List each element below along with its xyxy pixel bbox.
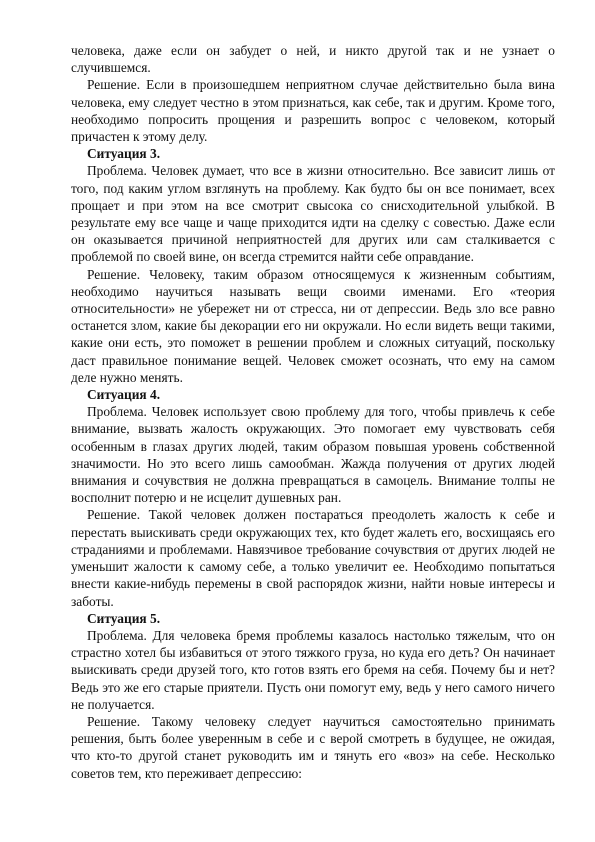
situation-heading: Ситуация 5. bbox=[87, 610, 161, 626]
paragraph-continuation: человека, даже если он забудет о ней, и никто другой так и не узнает о случившемся. bbox=[71, 43, 555, 76]
document-page bbox=[71, 42, 555, 782]
situation-heading: Ситуация 4. bbox=[87, 387, 161, 403]
paragraph-solution: Решение. Такой человек должен постараться преодолеть жалость к себе и перестать выискивать среди окружающих тех, кто будет жалеть его, восхищаясь его страданиями и проблемами. Навязчивое требование сочувствия от других людей не уменьшит жалости к самому себе, а только увеличит ее. Необходимо попытаться внести какие-нибудь перемены в свой распорядок жизни, найти новые интересы и заботы. bbox=[71, 507, 555, 609]
paragraph-solution: Решение. Такому человеку следует научиться самостоятельно принимать решения, быть более уверенным в себе и с верой смотреть в будущее, не ожидая, что кто-то другой станет руководить им и тянуть его «воз» на себе. Несколько советов тем, кто переживает депрессию: bbox=[71, 713, 555, 781]
paragraph-problem: Проблема. Для человека бремя проблемы казалось настолько тяжелым, что он страстно хотел бы избавиться от этого тяжкого груза, но куда его деть? Он начинает выискивать среди друзей того, кто готов взять его бремя на себя. Почему бы и нет? Ведь это же его старые приятели. Пусть они помогут ему, ведь у него самого ничего не получается. bbox=[71, 627, 555, 712]
paragraph-problem: Проблема. Человек использует свою проблему для того, чтобы привлечь к себе внимание, вызвать жалость окружающих. Это помогает ему чувствовать себя особенным в глазах других людей, таким образом повышая уровень собственной значимости. Но это всего лишь самообман. Жажда получения от других людей внимания и сочувствия не должна превращаться в самоцель. Внимание толпы не восполнит потерю и не исцелит душевных ран. bbox=[71, 404, 555, 506]
paragraph-solution: Решение. Если в произошедшем неприятном случае действительно была вина человека, ему следует честно в этом признаться, как себе, так и другим. Кроме того, необходимо попросить прощения и разрешить вопрос с человеком, который причастен к этому делу. bbox=[71, 77, 555, 145]
situation-heading: Ситуация 3. bbox=[87, 146, 161, 162]
paragraph-solution: Решение. Человеку, таким образом относящемуся к жизненным событиям, необходимо научиться называть вещи своими именами. Его «теория относительности» не убережет ни от стресса, ни от депрессии. Ведь зло все равно останется злом, какие бы декорации его ни окружали. Но если видеть вещи такими, какие они есть, это поможет в решении проблем и сложных ситуаций, поскольку даст правильное понимание вещей. Человек сможет осознать, что ему на самом деле нужно менять. bbox=[71, 266, 555, 385]
paragraph-problem: Проблема. Человек думает, что все в жизни относительно. Все зависит лишь от того, под каким углом взглянуть на проблему. Как будто бы он все понимает, всех прощает и при этом на все смотрит свысока со снисходительной улыбкой. В результате ему все чаще и чаще приходится идти на сделку с совестью. Даже если он оказывается причиной неприятностей для других или сам сталкивается с проблемой по своей вине, он всегда стремится найти себе оправдание. bbox=[71, 163, 555, 265]
